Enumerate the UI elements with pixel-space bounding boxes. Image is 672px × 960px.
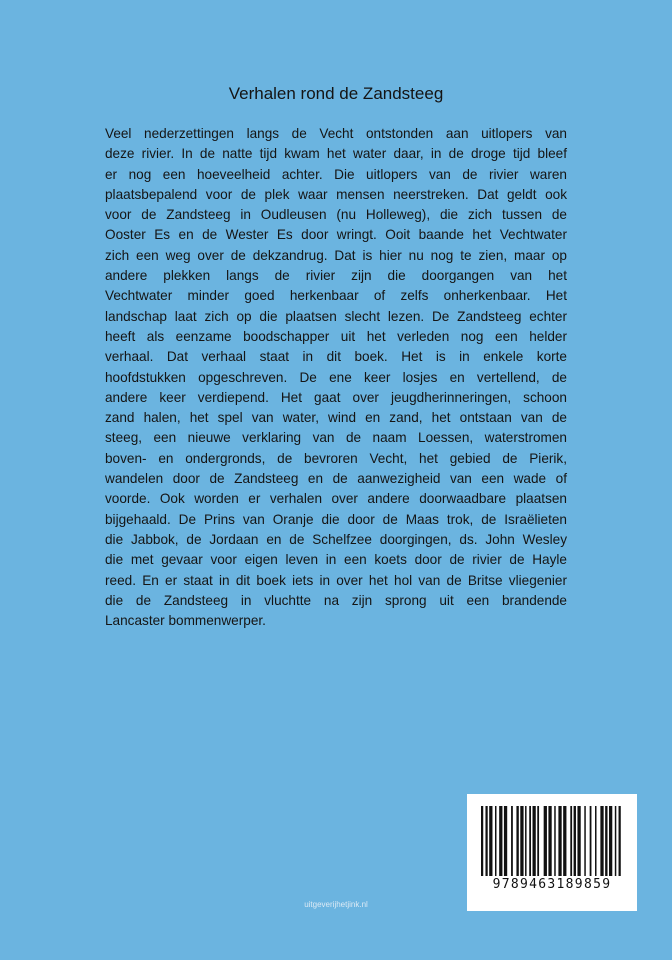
blurb-line: wandelen door de Zandsteeg en de aanwezigheid van een wade of (105, 471, 567, 487)
isbn-barcode (467, 794, 637, 911)
barcode-bar (511, 806, 513, 876)
barcode-bar (544, 806, 547, 876)
blurb-line: landschap laat zich op die plaatsen slecht lezen. De Zandsteeg echter (105, 308, 567, 324)
blurb-line: verhaal. Dat verhaal staat in dit boek. Het is in enkele korte (105, 349, 567, 365)
barcode-bar (570, 806, 572, 876)
blurb-line: boven- en ondergronds, de bevroren Vecht, het gebied de Pierik, (105, 450, 567, 466)
blurb-line: heeft als eenzame boodschapper uit het verleden nog een helder (105, 328, 567, 344)
barcode-bar (525, 806, 526, 876)
barcode-bar (574, 806, 576, 876)
blurb-line: die de Zandsteeg in vluchtte na zijn sprong uit een brandende (105, 592, 567, 608)
blurb-line: steeg, een nieuwe verklaring van de naam Loessen, waterstromen (105, 430, 567, 446)
barcode-bar (615, 806, 616, 876)
blurb-line: zich een weg over de dekzandrug. Dat is hier nu nog te zien, maar op (105, 247, 567, 263)
blurb-line: er nog een hoeveelheid achter. Die uitlopers van de rivier waren (105, 166, 567, 182)
barcode-bar (504, 806, 507, 876)
barcode-bars (481, 806, 623, 876)
barcode-bar (558, 806, 561, 876)
blurb-line: zand halen, het spel van water, wind en zand, het ontstaan van de (105, 410, 567, 426)
barcode-bar (495, 806, 496, 876)
barcode-bar (605, 806, 607, 876)
blurb-line: voor de Zandsteeg in Oudleusen (nu Holleweg), die zich tussen de (105, 207, 567, 223)
barcode-bar (590, 806, 592, 876)
barcode-bar (489, 806, 492, 876)
barcode-bar (619, 806, 621, 876)
blurb-line: Ooster Es en de Wester Es door wringt. Ooit baande het Vechtwater (105, 227, 567, 243)
blurb-line: die Jabbok, de Jordaan en de Schelfzee doorgingen, ds. John Wesley (105, 531, 567, 547)
isbn-number: 9789463189859 (492, 877, 612, 892)
blurb-line: deze rivier. In de natte tijd kwam het water daar, in de droge tijd bleef (105, 146, 567, 162)
blurb-line: Lancaster bommenwerper. (105, 613, 266, 629)
blurb-line: reed. En er staat in dit boek iets in over het hol van de Britse vliegenier (105, 572, 567, 588)
barcode-bar (577, 806, 580, 876)
blurb-line: Veel nederzettingen langs de Vecht ontstonden aan uitlopers van (105, 126, 567, 141)
barcode-bar (499, 806, 502, 876)
blurb-line: die met gevaar voor eigen leven in een koets door de rivier de Hayle (105, 552, 567, 568)
blurb-line: bijgehaald. De Prins van Oranje die door de Maas trok, de Israëlieten (105, 511, 567, 527)
barcode-bar (520, 806, 523, 876)
barcode-bar (600, 806, 603, 876)
barcode-bar (537, 806, 539, 876)
barcode-bar (595, 806, 596, 876)
publisher-url: uitgeverijhetjink.nl (304, 900, 368, 909)
blurb-line: andere plekken langs de rivier zijn die doorgangen van het (105, 268, 567, 284)
barcode-bar (533, 806, 536, 876)
barcode-bar (584, 806, 585, 876)
barcode-bar (548, 806, 551, 876)
blurb-line: plaatsbepalend voor de plek waar mensen neerstreken. Dat geldt ook (105, 186, 567, 202)
barcode-bar (485, 806, 487, 876)
blurb-line: andere keer verdiepend. Het gaat over jeugdherinneringen, schoon (105, 389, 567, 405)
barcode-bar (563, 806, 566, 876)
barcode-bar (481, 806, 483, 876)
barcode-bar (529, 806, 531, 876)
back-cover-blurb (105, 124, 567, 631)
barcode-bar (516, 806, 518, 876)
blurb-line: hoofdstukken opgeschreven. De ene keer losjes en vertellend, de (105, 369, 567, 385)
barcode-bar (609, 806, 612, 876)
barcode-bar (554, 806, 555, 876)
blurb-line: Vechtwater minder goed herkenbaar of zelfs onherkenbaar. Het (105, 288, 567, 304)
blurb-line: voorde. Ook worden er verhalen over andere doorwaadbare plaatsen (105, 491, 567, 507)
book-title: Verhalen rond de Zandsteeg (228, 84, 444, 103)
